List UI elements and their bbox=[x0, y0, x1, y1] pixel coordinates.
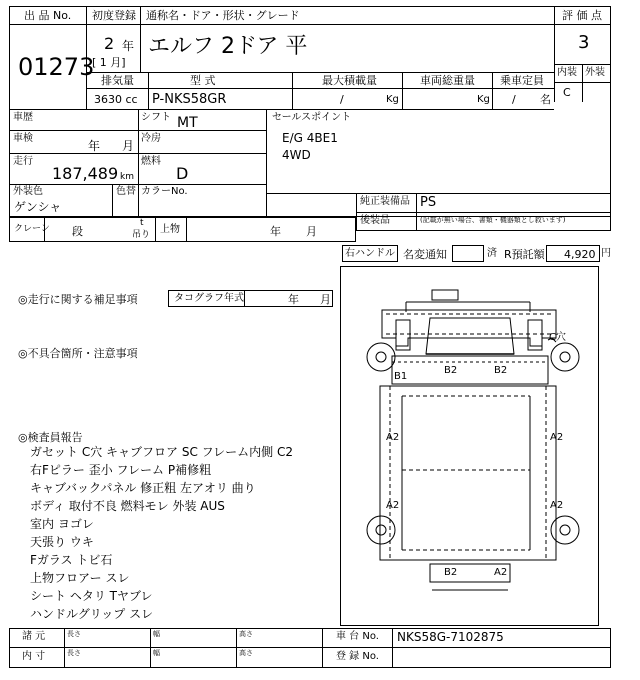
divider bbox=[554, 6, 555, 102]
aftermarket-label: 後装品 bbox=[360, 215, 390, 226]
inspector-report-line: 右Fピラー 歪小 フレーム P補修粗 bbox=[30, 463, 212, 477]
fuel-value: D bbox=[176, 164, 189, 183]
lot-number: 01273 bbox=[18, 53, 95, 81]
gross-weight-label: 車両総重量 bbox=[420, 74, 475, 87]
recycle-label: R預託額 bbox=[504, 248, 545, 261]
chassis-label: 車 台 No. bbox=[336, 631, 379, 642]
mark-b1: B1 bbox=[394, 371, 408, 382]
divider bbox=[138, 109, 139, 217]
model-value: P-NKS58GR bbox=[152, 92, 227, 107]
reg-label: 登 録 No. bbox=[336, 651, 379, 662]
inspector-report-line: ボディ 取付不良 燃料モレ 外装 AUS bbox=[30, 499, 225, 513]
ext-color-value: ゲンシャ bbox=[14, 200, 62, 214]
upper-label: 上物 bbox=[160, 224, 180, 235]
interior-score: C bbox=[563, 86, 571, 99]
capacity-label: 乗車定員 bbox=[500, 74, 544, 87]
diagram-frame bbox=[340, 266, 599, 626]
divider bbox=[322, 628, 323, 668]
lot-label: 出 品 No. bbox=[24, 9, 72, 22]
capacity-slash: / bbox=[512, 93, 516, 106]
length-label: 長さ bbox=[67, 649, 81, 657]
divider bbox=[155, 217, 156, 242]
capacity-unit: 名 bbox=[540, 93, 551, 106]
steering-value: 右ハンドル bbox=[345, 248, 395, 259]
mark-b2-front-left: B2 bbox=[444, 365, 458, 376]
chassis-no: NKS58G-7102875 bbox=[397, 630, 504, 644]
name-change-box bbox=[452, 245, 484, 262]
divider bbox=[266, 109, 267, 217]
inspector-report-label: ◎検査員報告 bbox=[18, 431, 83, 444]
length-label: 長さ bbox=[67, 630, 81, 638]
divider bbox=[186, 217, 187, 242]
divider bbox=[236, 628, 237, 668]
tachograph-month: 月 bbox=[320, 293, 331, 306]
inspector-report-line: Fガラス トビ石 bbox=[30, 553, 113, 567]
car-name: エルフ 2ドア 平 bbox=[148, 34, 308, 59]
max-load-unit: Kg bbox=[386, 94, 399, 105]
name-label: 通称名・ドア・形状・グレード bbox=[146, 9, 300, 22]
inspector-report-line: 上物フロアー スレ bbox=[30, 571, 130, 585]
width-label: 幅 bbox=[153, 649, 160, 657]
mark-a2-right-lower: A2 bbox=[550, 500, 564, 511]
upper-year: 年 bbox=[270, 225, 281, 238]
sales-points-label: セールスポイント bbox=[272, 112, 352, 123]
mileage-value: 187,489 bbox=[52, 164, 119, 183]
genuine-equip-label: 純正装備品 bbox=[360, 196, 410, 207]
mark-a2-left-lower: A2 bbox=[386, 500, 400, 511]
divider bbox=[582, 64, 583, 102]
aftermarket-note: (記載が無い場合、書類・機器類とし救います) bbox=[420, 216, 566, 224]
interior-label: 内装 bbox=[557, 67, 577, 78]
divider bbox=[244, 290, 245, 307]
crane-stage: 段 bbox=[72, 225, 83, 238]
name-change-label: 名変通知 bbox=[403, 248, 447, 261]
divider bbox=[86, 88, 554, 89]
max-load-label: 最大積載量 bbox=[322, 74, 377, 87]
width-label: 幅 bbox=[153, 630, 160, 638]
mark-b2-front-right: B2 bbox=[494, 365, 508, 376]
inspection-label: 車検 bbox=[13, 133, 33, 144]
inspector-report-line: ハンドルグリップ スレ bbox=[30, 607, 154, 621]
inspection-year: 年 bbox=[88, 139, 101, 153]
ext-color-label: 外装色 bbox=[13, 186, 43, 197]
divider bbox=[86, 72, 554, 73]
divider bbox=[292, 72, 293, 109]
divider bbox=[112, 184, 113, 217]
mileage-unit: km bbox=[120, 172, 134, 182]
genuine-equip-value: PS bbox=[420, 195, 437, 210]
displacement-label: 排気量 bbox=[101, 74, 134, 87]
inspector-report-line: シート ヘタリ Tヤブレ bbox=[30, 589, 153, 603]
divider bbox=[9, 647, 611, 648]
divider bbox=[392, 628, 393, 668]
divider bbox=[9, 109, 554, 110]
inspector-report-line: ガセット C穴 キャブフロア SC フレーム内側 C2 bbox=[30, 445, 293, 459]
score-label: 評 価 点 bbox=[562, 9, 602, 22]
divider bbox=[356, 212, 611, 213]
divider bbox=[9, 153, 266, 154]
model-label: 型 式 bbox=[190, 74, 216, 87]
divider bbox=[402, 72, 403, 109]
upper-month: 月 bbox=[306, 225, 317, 238]
divider bbox=[86, 24, 554, 25]
crane-ton-top: t bbox=[140, 218, 144, 228]
divider bbox=[140, 6, 141, 72]
ac-label: 冷房 bbox=[141, 133, 161, 144]
driving-notes-label: ◎走行に関する補足事項 bbox=[18, 293, 138, 306]
divider bbox=[9, 24, 86, 25]
misc-label: 諸 元 bbox=[22, 631, 46, 642]
height-label: 高さ bbox=[239, 649, 253, 657]
height-label: 高さ bbox=[239, 630, 253, 638]
displacement-value: 3630 cc bbox=[94, 93, 138, 106]
crane-label: クレーン bbox=[14, 224, 50, 234]
sales-point-line: 4WD bbox=[282, 148, 311, 162]
color-code-label: カラーNo. bbox=[141, 186, 188, 197]
first-reg-month: [ 1 月] bbox=[92, 56, 126, 69]
inspector-report-line: キャブバックパネル 修正粗 左アオリ 曲り bbox=[30, 481, 256, 495]
inspector-report-line: 天張り ウキ bbox=[30, 535, 94, 549]
year-unit: 年 bbox=[122, 39, 135, 53]
mileage-label: 走行 bbox=[13, 156, 33, 167]
gross-weight-unit: Kg bbox=[477, 94, 490, 105]
score-value: 3 bbox=[578, 32, 590, 53]
max-load-slash: / bbox=[340, 93, 344, 106]
deposit-mark: 済 bbox=[487, 248, 497, 259]
divider bbox=[150, 628, 151, 668]
mark-a2-right-upper: A2 bbox=[550, 432, 564, 443]
divider bbox=[554, 82, 611, 83]
recycle-amount: 4,920 bbox=[564, 248, 596, 261]
divider bbox=[9, 184, 266, 185]
inspection-month: 月 bbox=[122, 139, 135, 153]
divider bbox=[554, 24, 611, 25]
inspector-report-line: 室内 ヨゴレ bbox=[30, 517, 94, 531]
color-change-label: 色替 bbox=[116, 186, 136, 197]
history-label: 車歴 bbox=[13, 112, 33, 123]
mark-a2-left-upper: A2 bbox=[386, 432, 400, 443]
first-reg-label: 初度登録 bbox=[92, 9, 136, 22]
mark-b2-rear: B2 bbox=[444, 567, 458, 578]
yen-unit: 円 bbox=[601, 248, 611, 259]
shift-value: MT bbox=[177, 115, 198, 131]
shift-label: シフト bbox=[141, 112, 171, 123]
sales-point-line: E/G 4BE1 bbox=[282, 131, 338, 145]
tachograph-label: タコグラフ年式 bbox=[174, 293, 244, 304]
divider bbox=[9, 130, 266, 131]
footer-table bbox=[9, 628, 611, 668]
mark-a2-rear: A2 bbox=[494, 567, 508, 578]
dims-label: 内 寸 bbox=[22, 651, 46, 662]
divider bbox=[492, 72, 493, 109]
mark-c-hole: C穴 bbox=[549, 332, 566, 343]
divider bbox=[148, 72, 149, 109]
first-reg-year: 2 bbox=[104, 34, 115, 53]
defects-label: ◎不具合箇所・注意事項 bbox=[18, 347, 138, 360]
crane-row bbox=[9, 217, 356, 242]
crane-ton-bottom: 吊り bbox=[132, 230, 151, 240]
tachograph-year: 年 bbox=[288, 293, 299, 306]
fuel-label: 燃料 bbox=[141, 156, 161, 167]
divider bbox=[64, 628, 65, 668]
exterior-label: 外装 bbox=[585, 67, 605, 78]
